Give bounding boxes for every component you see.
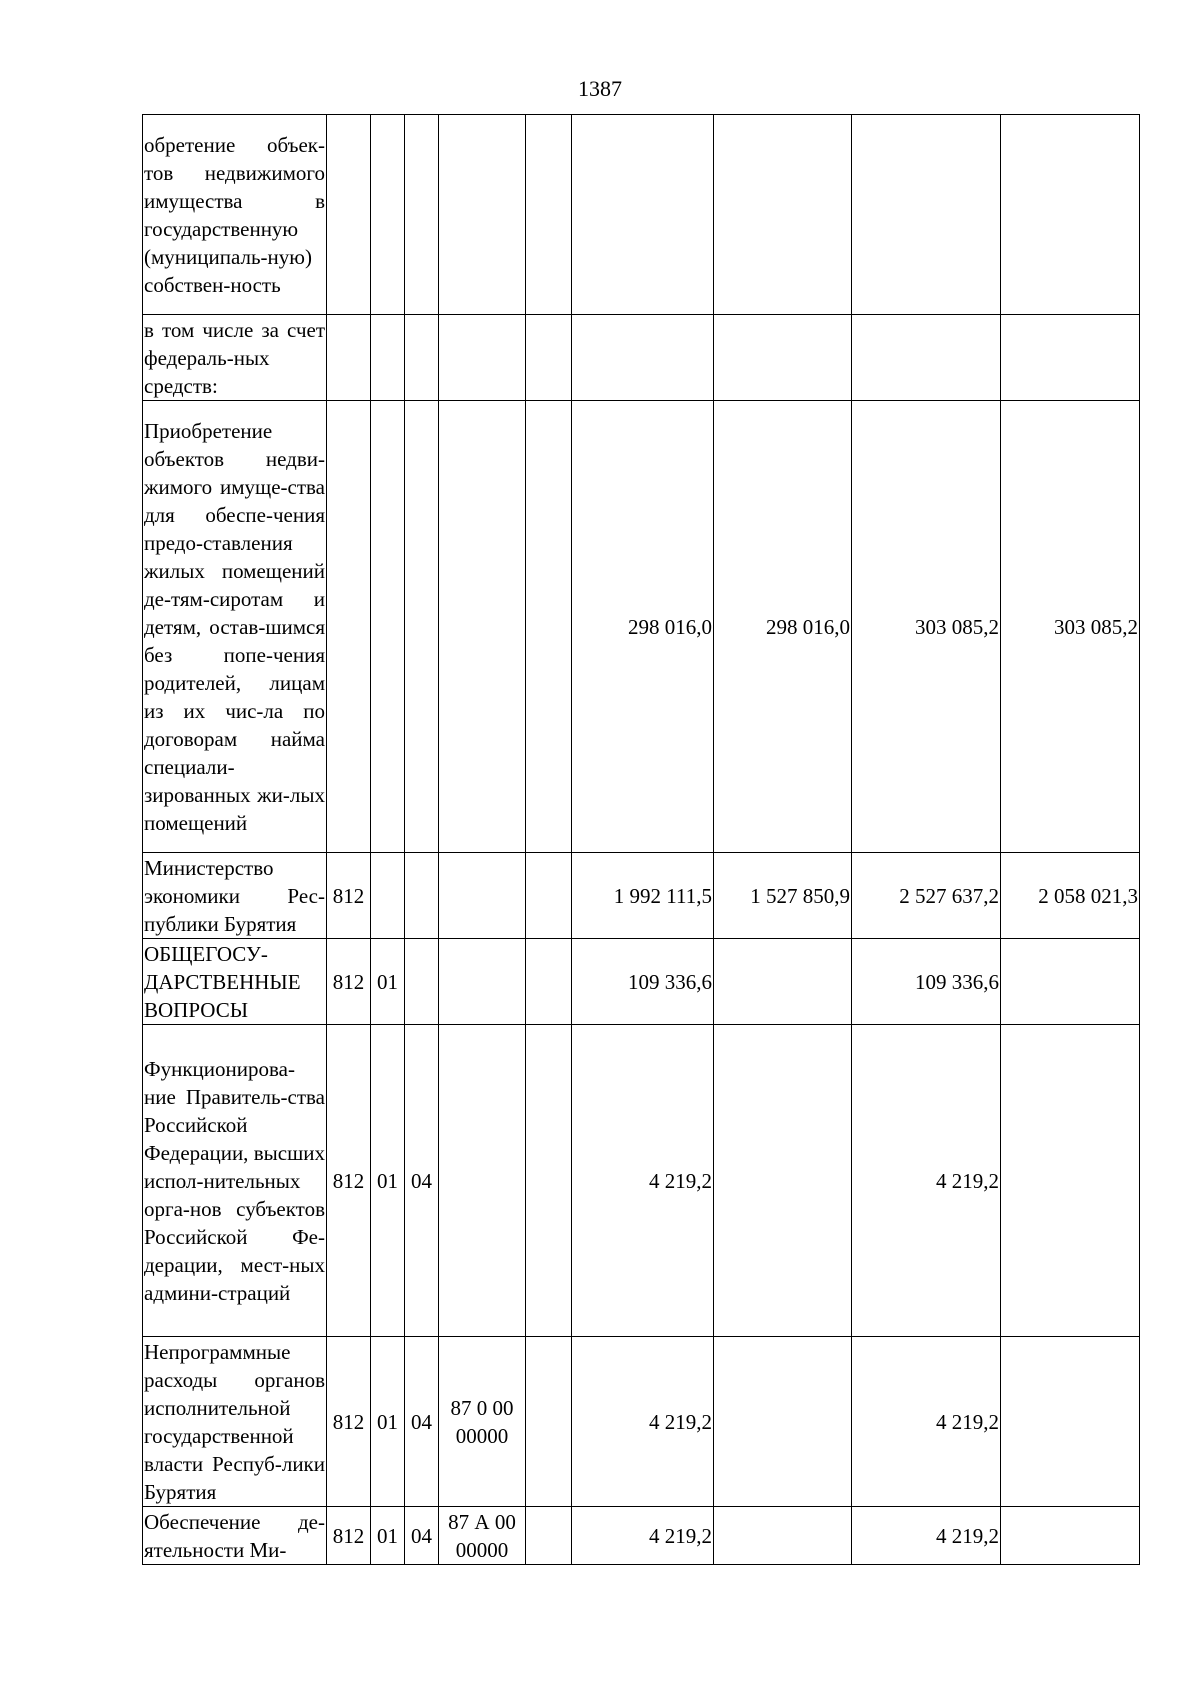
expense-type-code [526, 115, 572, 315]
amount-3: 4 219,2 [852, 1507, 1001, 1565]
expense-type-code [526, 939, 572, 1025]
expense-type-code [526, 853, 572, 939]
row-name: Обеспечение де-ятельности Ми- [143, 1507, 327, 1565]
table-row [143, 315, 1140, 401]
grbs-code: 812 [327, 853, 371, 939]
amount-2: 1 527 850,9 [714, 853, 852, 939]
section-code: 01 [371, 1507, 405, 1565]
amount-3: 4 219,2 [852, 1337, 1001, 1507]
amount-3 [852, 115, 1001, 315]
grbs-code: 812 [327, 1337, 371, 1507]
target-article-code [439, 939, 526, 1025]
subsection-code [405, 853, 439, 939]
target-article-code [439, 315, 526, 401]
row-name: Функционирова-ние Правитель-ства Российской Федерации, высших испол-нительных орга-нов субъектов Российской Фе-дерации, мест-ных админи-страций [143, 1025, 327, 1337]
subsection-code: 04 [405, 1507, 439, 1565]
target-article-code: 87 0 00 00000 [439, 1337, 526, 1507]
subsection-code [405, 401, 439, 853]
grbs-code: 812 [327, 1025, 371, 1337]
amount-2 [714, 315, 852, 401]
page-number: 1387 [578, 76, 622, 101]
amount-2 [714, 1025, 852, 1337]
amount-3: 2 527 637,2 [852, 853, 1001, 939]
grbs-code [327, 401, 371, 853]
amount-1: 1 992 111,5 [572, 853, 714, 939]
grbs-code: 812 [327, 1507, 371, 1565]
amount-4 [1001, 115, 1140, 315]
target-article-code: 87 А 00 00000 [439, 1507, 526, 1565]
amount-1: 298 016,0 [572, 401, 714, 853]
subsection-code [405, 939, 439, 1025]
amount-3 [852, 315, 1001, 401]
amount-4: 2 058 021,3 [1001, 853, 1140, 939]
row-name: в том числе за счет федераль-ных средств: [143, 315, 327, 401]
amount-4 [1001, 1025, 1140, 1337]
amount-1: 109 336,6 [572, 939, 714, 1025]
table-row [143, 1337, 1140, 1507]
amount-2 [714, 1337, 852, 1507]
section-code [371, 401, 405, 853]
subsection-code: 04 [405, 1025, 439, 1337]
row-name: ОБЩЕГОСУ-ДАРСТВЕННЫЕ ВОПРОСЫ [143, 939, 327, 1025]
amount-2: 298 016,0 [714, 401, 852, 853]
amount-1: 4 219,2 [572, 1507, 714, 1565]
section-code: 01 [371, 939, 405, 1025]
subsection-code [405, 315, 439, 401]
amount-3: 4 219,2 [852, 1025, 1001, 1337]
row-name: Приобретение объектов недви-жимого имуще-ства для обеспе-чения предо-ставления жилых помещений де-тям-сиротам и детям, остав-шимся без попе-чения родителей, лицам из их чис-ла по договорам найма специали-зированных жи-лых помещений [143, 401, 327, 853]
subsection-code: 04 [405, 1337, 439, 1507]
section-code [371, 315, 405, 401]
amount-2 [714, 939, 852, 1025]
amount-4 [1001, 315, 1140, 401]
amount-1: 4 219,2 [572, 1025, 714, 1337]
amount-2 [714, 115, 852, 315]
target-article-code [439, 115, 526, 315]
amount-3: 109 336,6 [852, 939, 1001, 1025]
grbs-code [327, 315, 371, 401]
amount-1: 4 219,2 [572, 1337, 714, 1507]
amount-3: 303 085,2 [852, 401, 1001, 853]
section-code: 01 [371, 1337, 405, 1507]
table-row [143, 853, 1140, 939]
target-article-code [439, 853, 526, 939]
row-name: Непрограммные расходы органов исполнительной государственной власти Респуб-лики Бурятия [143, 1337, 327, 1507]
amount-2 [714, 1507, 852, 1565]
section-code [371, 115, 405, 315]
expense-type-code [526, 315, 572, 401]
table-row [143, 1507, 1140, 1565]
expense-type-code [526, 1507, 572, 1565]
amount-1 [572, 115, 714, 315]
subsection-code [405, 115, 439, 315]
target-article-code [439, 1025, 526, 1337]
section-code [371, 853, 405, 939]
row-name: обретение объек-тов недвижимого имущества в государственную (муниципаль-ную) собствен-ность [143, 115, 327, 315]
target-article-code [439, 401, 526, 853]
grbs-code [327, 115, 371, 315]
section-code: 01 [371, 1025, 405, 1337]
amount-4 [1001, 1337, 1140, 1507]
expense-type-code [526, 1025, 572, 1337]
budget-table [142, 114, 1140, 1565]
table-row [143, 1025, 1140, 1337]
amount-4 [1001, 1507, 1140, 1565]
amount-1 [572, 315, 714, 401]
expense-type-code [526, 1337, 572, 1507]
amount-4: 303 085,2 [1001, 401, 1140, 853]
table-row [143, 939, 1140, 1025]
table-row [143, 401, 1140, 853]
expense-type-code [526, 401, 572, 853]
amount-4 [1001, 939, 1140, 1025]
table-row [143, 115, 1140, 315]
row-name: Министерство экономики Рес-публики Бурятия [143, 853, 327, 939]
grbs-code: 812 [327, 939, 371, 1025]
